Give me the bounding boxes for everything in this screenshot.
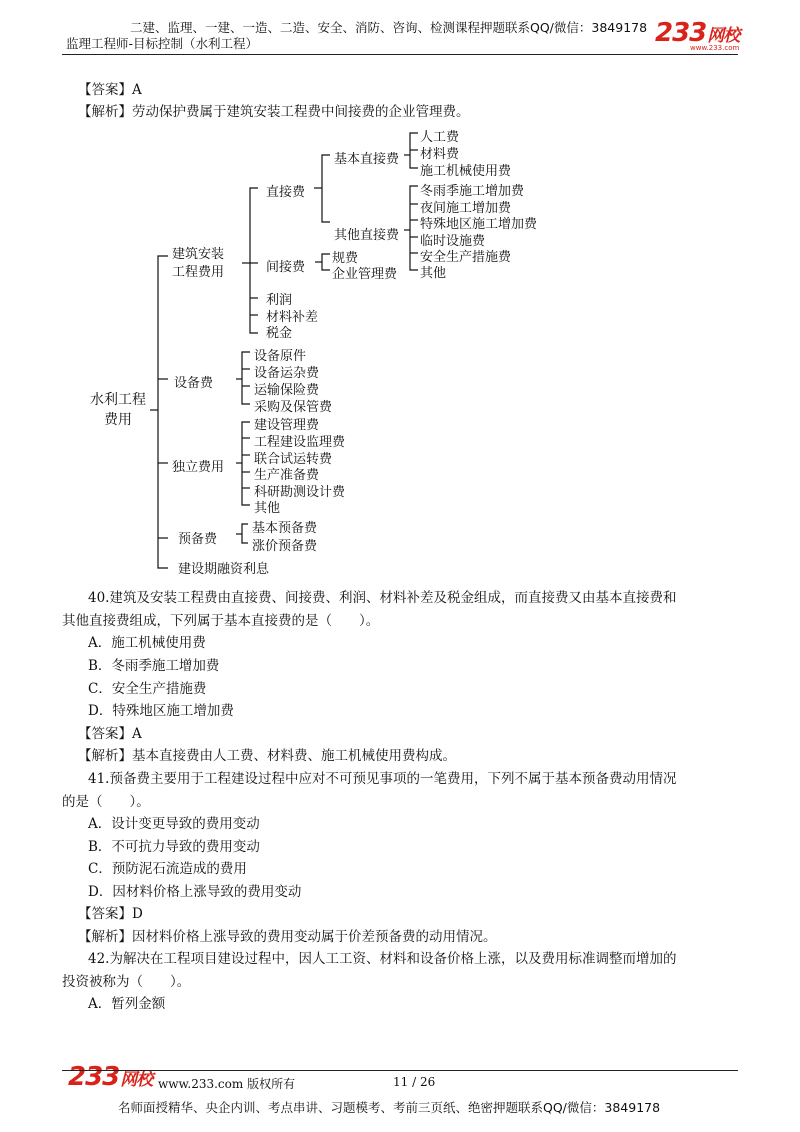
tree-misc-item: 利润 bbox=[266, 293, 293, 308]
tree-sbf-item: 设备运杂费 bbox=[254, 366, 320, 381]
header-contact-line: 二建、监理、一建、一造、二造、安全、消防、咨询、检测课程押题联系QQ/微信：3849178 bbox=[130, 20, 648, 35]
footer-brand-logo bbox=[68, 1062, 152, 1092]
q40-stem-line1: 40.建筑及安装工程费由直接费、间接费、利润、材料补差及税金组成，而直接费又由基本直接费和 bbox=[88, 590, 677, 606]
q42-stem-line1: 42.为解决在工程项目建设过程中，因人工工资、材料和设备价格上涨，以及费用标准调整而增加的 bbox=[88, 951, 677, 967]
tree-ybf-item: 基本预备费 bbox=[252, 521, 318, 536]
tree-dlfy-item: 其他 bbox=[254, 501, 281, 516]
tree-jjf-item: 规费 bbox=[332, 251, 359, 266]
q39-analysis: 【解析】劳动保护费属于建筑安装工程费中间接费的企业管理费。 bbox=[78, 104, 470, 120]
tree-ybf-item: 涨价预备费 bbox=[252, 539, 318, 554]
tree-sbf-item: 采购及保管费 bbox=[254, 400, 333, 415]
logo-url: www.233.com bbox=[690, 44, 740, 52]
tree-qtzjf: 其他直接费 bbox=[334, 228, 400, 243]
tree-jzaz bbox=[172, 246, 224, 282]
tree-root-line1: 水利工程 bbox=[90, 392, 146, 408]
tree-dlfy-item: 工程建设监理费 bbox=[254, 435, 346, 450]
tree-qtzjf-item: 安全生产措施费 bbox=[420, 250, 512, 265]
tree-dlfy-item: 联合试运转费 bbox=[254, 452, 333, 467]
header-subject-title: 监理工程师-目标控制（水利工程） bbox=[66, 36, 259, 51]
q40-option: C．安全生产措施费 bbox=[88, 681, 207, 697]
footer-logo-number: 233 bbox=[68, 1062, 120, 1092]
tree-sbf: 设备费 bbox=[174, 376, 214, 391]
q41-option: C．预防泥石流造成的费用 bbox=[88, 861, 247, 877]
q40-analysis: 【解析】基本直接费由人工费、材料费、施工机械使用费构成。 bbox=[78, 748, 456, 764]
tree-qtzjf-item: 特殊地区施工增加费 bbox=[420, 217, 538, 232]
q40-stem-line2: 其他直接费组成，下列属于基本直接费的是（ ）。 bbox=[62, 613, 380, 629]
q39-answer: 【答案】A bbox=[78, 82, 142, 98]
q41-stem-line2: 的是（ ）。 bbox=[62, 794, 150, 810]
page-number: 11 / 26 bbox=[393, 1075, 436, 1089]
tree-misc-item: 税金 bbox=[266, 326, 293, 341]
q41-analysis: 【解析】因材料价格上涨导致的费用变动属于价差预备费的动用情况。 bbox=[78, 929, 497, 945]
tree-jjf: 间接费 bbox=[266, 260, 306, 275]
tree-sbf-item: 设备原件 bbox=[254, 349, 307, 364]
tree-root bbox=[90, 390, 146, 430]
tree-root-line2: 费用 bbox=[104, 412, 132, 428]
tree-dlfy-item: 建设管理费 bbox=[254, 418, 320, 433]
tree-jzaz-line2: 工程费用 bbox=[172, 265, 225, 280]
tree-jbzjf-item: 施工机械使用费 bbox=[420, 164, 512, 179]
tree-jjf-item: 企业管理费 bbox=[332, 267, 398, 282]
tree-dlfy-item: 生产准备费 bbox=[254, 468, 320, 483]
tree-jbzjf-item: 人工费 bbox=[420, 130, 460, 145]
q41-option: B．不可抗力导致的费用变动 bbox=[88, 839, 260, 855]
tree-qtzjf-item: 临时设施费 bbox=[420, 234, 486, 249]
q40-option: D．特殊地区施工增加费 bbox=[88, 703, 234, 719]
tree-qtzjf-item: 冬雨季施工增加费 bbox=[420, 184, 525, 199]
logo-text: 网校 bbox=[707, 26, 740, 46]
tree-dlfy-item: 科研勘测设计费 bbox=[254, 485, 346, 500]
logo-number: 233 bbox=[655, 18, 707, 48]
q41-stem-line1: 41.预备费主要用于工程建设过程中应对不可预见事项的一笔费用，下列不属于基本预备费动用情况 bbox=[88, 771, 677, 787]
tree-qtzjf-item: 其他 bbox=[420, 266, 447, 281]
footer-divider bbox=[62, 1070, 738, 1071]
q40-option: A．施工机械使用费 bbox=[88, 635, 206, 651]
tree-sbf-item: 运输保险费 bbox=[254, 383, 320, 398]
q40-answer: 【答案】A bbox=[78, 726, 142, 742]
tree-jbzjf: 基本直接费 bbox=[334, 152, 400, 167]
footer-contact-line: 名师面授精华、央企内训、考点串讲、习题模考、考前三页纸、绝密押题联系QQ/微信：3849178 bbox=[118, 1100, 661, 1115]
tree-jbzjf-item: 材料费 bbox=[420, 147, 460, 162]
tree-misc-item: 材料补差 bbox=[266, 310, 319, 325]
q42-stem-line2: 投资被称为（ ）。 bbox=[62, 974, 191, 990]
tree-jsqrz: 建设期融资利息 bbox=[178, 562, 270, 577]
tree-ybf: 预备费 bbox=[178, 532, 218, 547]
q42-option: A．暂列金额 bbox=[88, 996, 166, 1012]
tree-jzaz-line1: 建筑安装 bbox=[172, 247, 225, 262]
footer-logo-text: 网校 bbox=[120, 1070, 153, 1090]
q41-option: A．设计变更导致的费用变动 bbox=[88, 816, 260, 832]
tree-dlfy: 独立费用 bbox=[172, 460, 225, 475]
tree-qtzjf-item: 夜间施工增加费 bbox=[420, 201, 512, 216]
tree-zjf: 直接费 bbox=[266, 185, 306, 200]
q41-answer: 【答案】D bbox=[78, 906, 143, 922]
footer-site: www.233.com 版权所有 bbox=[158, 1077, 296, 1091]
q41-option: D．因材料价格上涨导致的费用变动 bbox=[88, 884, 302, 900]
q40-option: B．冬雨季施工增加费 bbox=[88, 658, 220, 674]
